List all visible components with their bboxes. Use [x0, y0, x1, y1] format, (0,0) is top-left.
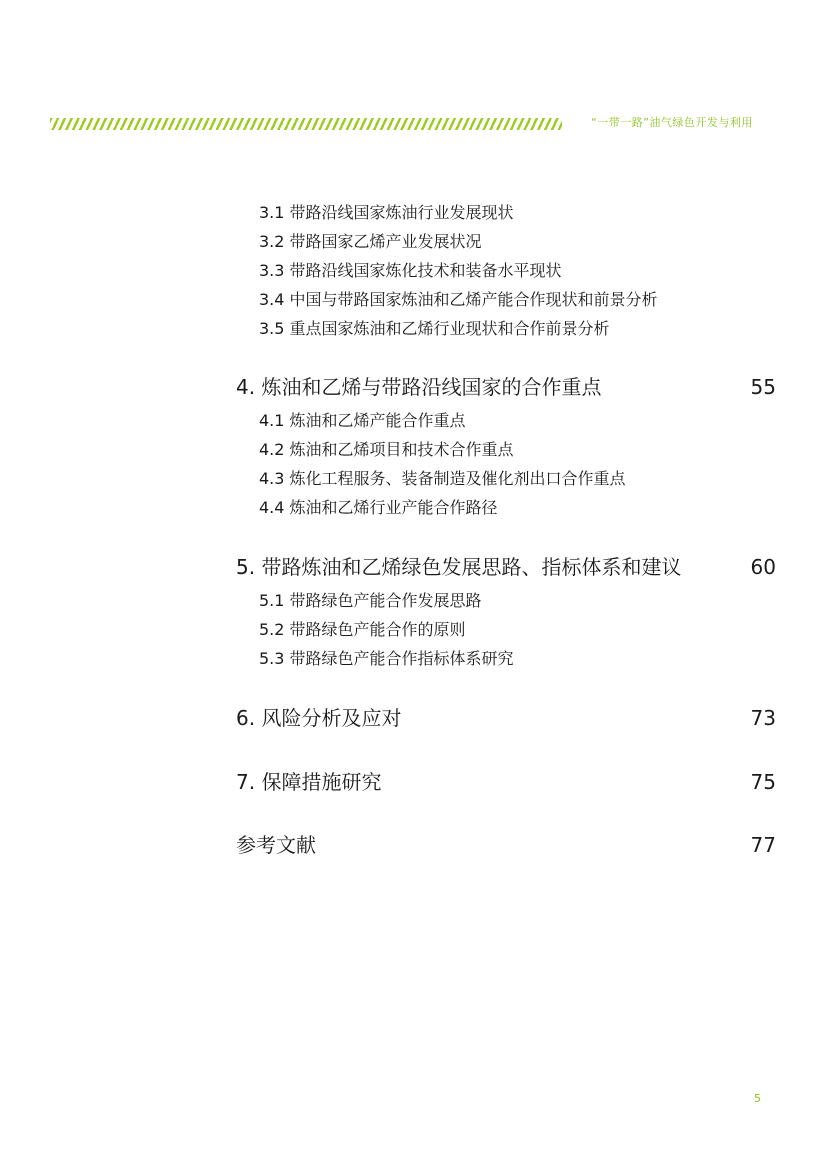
toc-item-4-2[interactable]: 4.2 炼油和乙烯项目和技术合作重点	[259, 440, 514, 459]
toc-chapter-4[interactable]	[236, 374, 776, 400]
chapter-page-number: 73	[750, 706, 776, 730]
chapter-page-number: 55	[750, 375, 776, 399]
toc-item-5-3[interactable]: 5.3 带路绿色产能合作指标体系研究	[259, 649, 514, 668]
chapter-page-number: 60	[750, 555, 776, 579]
toc-item-4-3[interactable]: 4.3 炼化工程服务、装备制造及催化剂出口合作重点	[259, 469, 626, 488]
chapter-title: 6. 风险分析及应对	[236, 706, 402, 730]
chapter-title: 7. 保障措施研究	[236, 770, 382, 794]
references-page-number: 77	[750, 833, 776, 857]
references-title: 参考文献	[236, 833, 316, 857]
chapter-title: 5. 带路炼油和乙烯绿色发展思路、指标体系和建议	[236, 555, 682, 579]
toc-item-4-1[interactable]: 4.1 炼油和乙烯产能合作重点	[259, 411, 466, 430]
toc-item-5-2[interactable]: 5.2 带路绿色产能合作的原则	[259, 620, 466, 639]
header-title: “一带一路”油气绿色开发与利用	[591, 116, 753, 129]
chapter-page-number: 75	[750, 770, 776, 794]
toc-item-3-5[interactable]: 3.5 重点国家炼油和乙烯行业现状和合作前景分析	[259, 319, 610, 338]
toc-chapter-6[interactable]	[236, 705, 776, 731]
toc-item-3-3[interactable]: 3.3 带路沿线国家炼化技术和装备水平现状	[259, 261, 562, 280]
toc-item-3-1[interactable]: 3.1 带路沿线国家炼油行业发展现状	[259, 203, 514, 222]
page-number: 5	[754, 1092, 761, 1105]
toc-item-4-4[interactable]: 4.4 炼油和乙烯行业产能合作路径	[259, 498, 498, 517]
toc-references[interactable]	[236, 832, 776, 858]
chapter-title: 4. 炼油和乙烯与带路沿线国家的合作重点	[236, 375, 602, 399]
toc-item-3-4[interactable]: 3.4 中国与带路国家炼油和乙烯产能合作现状和前景分析	[259, 290, 658, 309]
toc-chapter-7[interactable]	[236, 769, 776, 795]
toc-item-3-2[interactable]: 3.2 带路国家乙烯产业发展状况	[259, 232, 482, 251]
toc-chapter-5[interactable]	[236, 554, 776, 580]
toc-item-5-1[interactable]: 5.1 带路绿色产能合作发展思路	[259, 591, 482, 610]
